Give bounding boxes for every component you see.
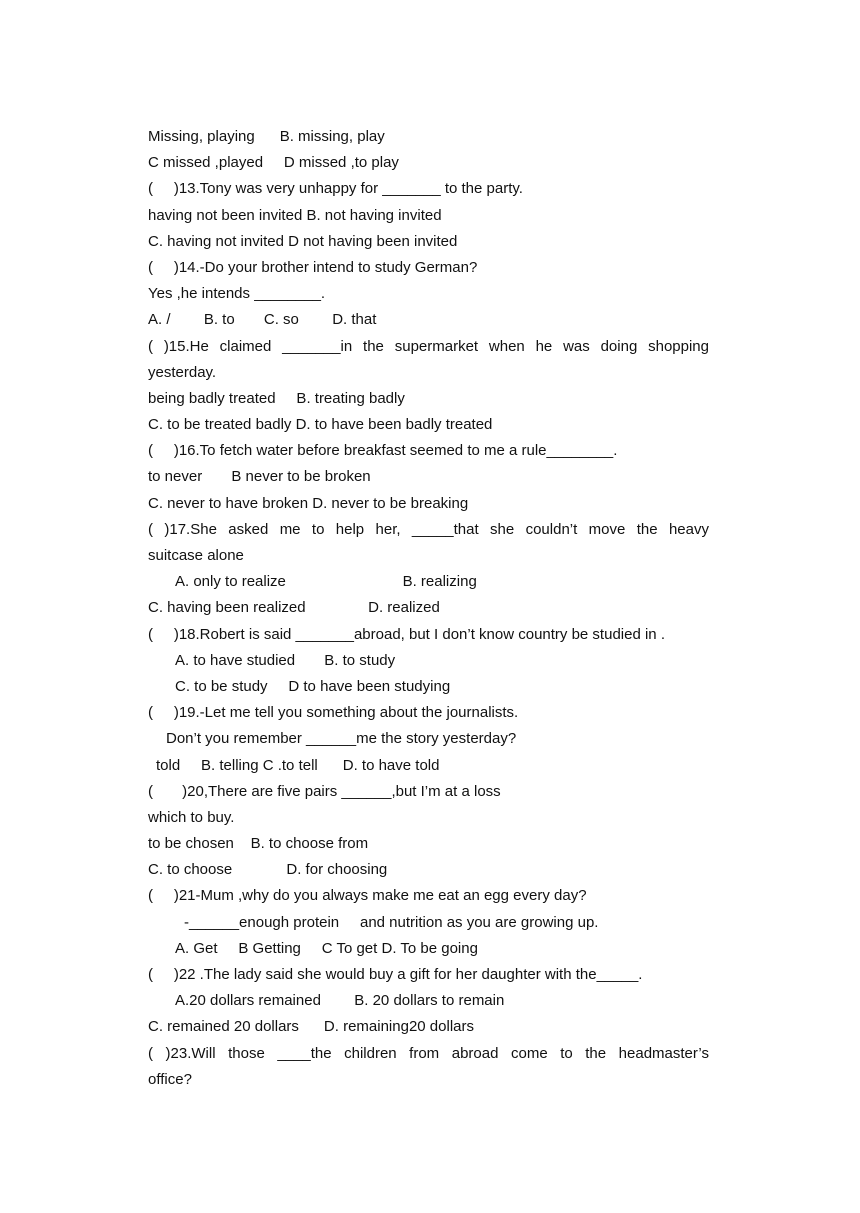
question-23: ( )23.Will those ____the children from abroad come to the headmaster’s: [148, 1044, 709, 1062]
question-15: ( )15.He claimed _______in the supermarket when he was doing shopping: [148, 337, 709, 355]
question-17: ( )17.She asked me to help her, _____that she couldn’t move the heavy: [148, 520, 709, 538]
document-page: [148, 126, 709, 1095]
option-line-16a: to never B never to be broken: [148, 468, 371, 486]
option-line-21: A. Get B Getting C To get D. To be going: [175, 939, 478, 957]
option-line-22a: A.20 dollars remained B. 20 dollars to remain: [175, 992, 505, 1010]
option-line-19: told B. telling C .to tell D. to have told: [156, 756, 440, 774]
question-15-cont: yesterday.: [148, 363, 217, 381]
question-18: ( )18.Robert is said _______abroad, but I don’t know country be studied in .: [148, 625, 665, 643]
option-line-18a: A. to have studied B. to study: [175, 651, 396, 669]
option-line-12: Missing, playing B. missing, play: [148, 128, 385, 145]
option-line-13a: having not been invited B. not having invited: [148, 206, 442, 224]
option-line-15a: being badly treated B. treating badly: [148, 389, 405, 407]
option-line-22b: C. remained 20 dollars D. remaining20 dollars: [148, 1018, 474, 1036]
option-line-17a: A. only to realize B. realizing: [175, 573, 477, 591]
question-14-reply: Yes ,he intends ________.: [148, 285, 326, 303]
option-line-17b: C. having been realized D. realized: [148, 599, 440, 617]
option-line-20b: C. to choose D. for choosing: [148, 861, 388, 879]
option-line-14: A. / B. to C. so D. that: [148, 311, 377, 329]
question-22: ( )22 .The lady said she would buy a gift for her daughter with the_____.: [148, 966, 643, 983]
question-23-cont: office?: [148, 1070, 192, 1088]
option-line-12b: C missed ,played D missed ,to play: [148, 154, 399, 172]
question-20-cont: which to buy.: [148, 808, 235, 826]
question-20: ( )20,There are five pairs ______,but I’m at a loss: [148, 782, 501, 800]
option-line-18b: C. to be study D to have been studying: [175, 677, 451, 695]
option-line-15b: C. to be treated badly D. to have been badly treated: [148, 416, 493, 434]
option-line-20a: to be chosen B. to choose from: [148, 835, 369, 853]
question-21-reply: -______enough protein and nutrition as you are growing up.: [184, 913, 599, 931]
question-21: ( )21-Mum ,why do you always make me eat an egg every day?: [148, 887, 587, 905]
question-13: ( )13.Tony was very unhappy for _______ to the party.: [148, 180, 523, 198]
option-line-13b: C. having not invited D not having been invited: [148, 232, 458, 250]
question-14: ( )14.-Do your brother intend to study German?: [148, 258, 478, 276]
question-16: ( )16.To fetch water before breakfast seemed to me a rule________.: [148, 442, 618, 460]
question-17-cont: suitcase alone: [148, 547, 244, 564]
option-line-16b: C. never to have broken D. never to be breaking: [148, 494, 469, 512]
question-19: ( )19.-Let me tell you something about the journalists.: [148, 704, 519, 722]
question-19-reply: Don’t you remember ______me the story yesterday?: [166, 730, 517, 748]
